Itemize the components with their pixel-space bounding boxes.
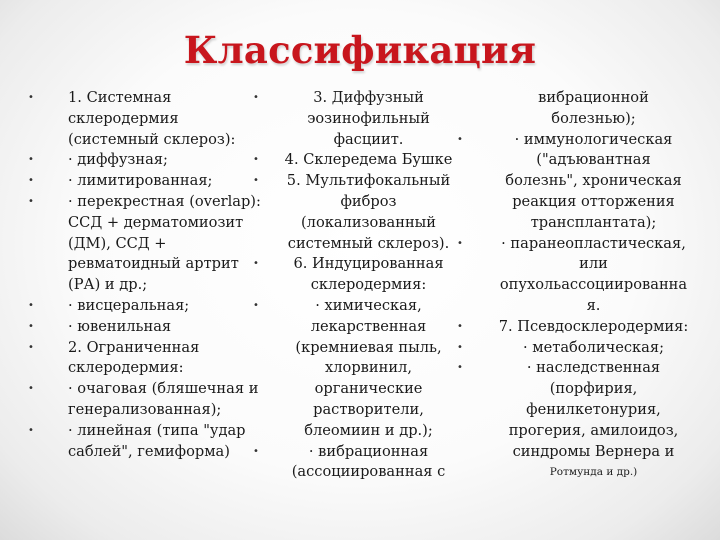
list-item-line: · наследственная [526,359,661,377]
list-item-line: генерализованная); [68,400,222,418]
column-left [28,88,268,462]
list-item-line: · диффузная; [68,151,168,169]
bullet-icon: • [28,341,34,353]
bullet-icon: • [28,195,34,207]
bullet-icon: • [253,258,259,270]
list-item-line: 2. Ограниченная [68,338,200,356]
list-item [253,150,453,171]
bullet-icon: • [457,237,463,249]
list-item-line: склеродермия: [310,276,427,294]
bullet-icon: • [28,383,34,395]
list-item-line: · паранеопластическая, [501,234,686,252]
list-item [28,150,268,171]
list-item-line: · перекрестная (overlap): [68,192,261,210]
bullet-icon: • [253,299,259,311]
list-item [457,88,697,130]
list-item-line: 7. Псевдосклеродермия: [498,317,689,335]
list-item [457,338,697,359]
list-item-line: · химическая, [315,296,422,314]
list-item-line: фиброз [340,192,397,210]
list-item-line: растворители, [313,400,424,418]
bullet-icon: • [253,154,259,166]
bullet-icon: • [457,320,463,332]
list-item-line: саблей", гемиформа) [68,442,230,460]
list-item-line: ревматоидный артрит [68,255,239,273]
list-item-line: 3. Диффузный [313,89,424,106]
bullet-icon: • [253,92,259,103]
list-item-line: · иммунологическая [514,130,673,148]
list-item-line: ("адъювантная [536,151,651,169]
list-item-line: Ротмунда и др.) [549,466,638,479]
list-item-line: 5. Мультифокальный [286,172,451,190]
list-item [28,192,268,296]
list-item-line: · метаболическая; [522,338,664,356]
list-item [28,421,268,463]
list-item-line: · очаговая (бляшечная и [68,380,259,398]
list-item [457,234,697,317]
list-item-line: ССД + дерматомиозит [68,213,244,231]
list-item [28,88,268,150]
list-item-line: реакция отторжения [512,192,675,210]
list-item-line: 6. Индуцированная [293,255,444,273]
list-item-line: (РА) и др.; [68,276,148,294]
bullet-icon: • [457,341,463,353]
list-item-line: (порфирия, [549,380,638,398]
list-item [28,317,268,338]
list-item-line: фасциит. [333,130,404,148]
bullet-icon: • [28,175,34,187]
bullet-icon: • [253,175,259,187]
list-item [28,171,268,192]
bullet-icon: • [28,299,34,311]
list-item-line: эозинофильный [307,109,430,127]
list-item-line: вибрационной [538,89,649,106]
list-item-line: прогерия, амилоидоз, [508,421,679,439]
list-item-line: болезнью); [551,109,636,127]
bullet-icon: • [457,133,463,145]
list-item-line: лекарственная [310,317,427,335]
slide-title: Классификация [183,28,537,72]
list-item-line: (локализованный [300,213,437,231]
list-item-line: органические [314,380,423,398]
list-item [457,130,697,234]
list-item-line: (ДМ), ССД + [68,234,167,252]
list-item [28,296,268,317]
list-item-line: 4. Склередема Бушке [284,151,453,169]
list-item [253,296,453,442]
bullet-icon: • [28,320,34,332]
list-item [28,338,268,380]
list-item-line: склеродермия [68,109,179,127]
list-item-line: склеродермия: [68,359,184,377]
list-item-line: системный склероз). [287,234,450,252]
list-item-line: · линейная (типа "удар [68,421,246,439]
list-item-line: · лимитированная; [68,172,213,190]
bullet-icon: • [28,154,34,166]
list-item-line: синдромы Вернера и [512,442,675,460]
list-item [457,358,697,462]
bullet-icon: • [457,362,463,374]
list-item-line: болезнь", хроническая [505,172,682,190]
list-item-line: (системный склероз): [68,130,236,148]
list-item-line: трансплантата); [530,213,657,231]
list-item-line: или [579,255,608,273]
bullet-icon: • [28,92,34,103]
list-item-line: (ассоциированная с [291,463,446,481]
list-item-line: · ювенильная [68,317,172,335]
list-item-line: · висцеральная; [68,296,190,314]
list-item-line: опухольассоциированна [499,276,688,294]
list-item [457,462,697,483]
list-item-line: я. [586,296,601,314]
bullet-icon: • [28,424,34,436]
list-item-line: 1. Системная [68,89,172,106]
column-middle [253,88,453,483]
list-item-line: хлорвинил, [325,359,412,377]
column-right [457,88,697,483]
list-item-line: · вибрационная [308,442,429,460]
bullet-icon: • [253,445,259,457]
list-item [253,254,453,296]
list-item-line: блеомиин и др.); [304,421,433,439]
list-item [28,379,268,421]
list-item [253,88,453,150]
list-item [457,317,697,338]
list-item-line: фенилкетонурия, [526,400,661,418]
list-item [253,442,453,484]
list-item [253,171,453,254]
list-item-line: (кремниевая пыль, [295,338,442,356]
